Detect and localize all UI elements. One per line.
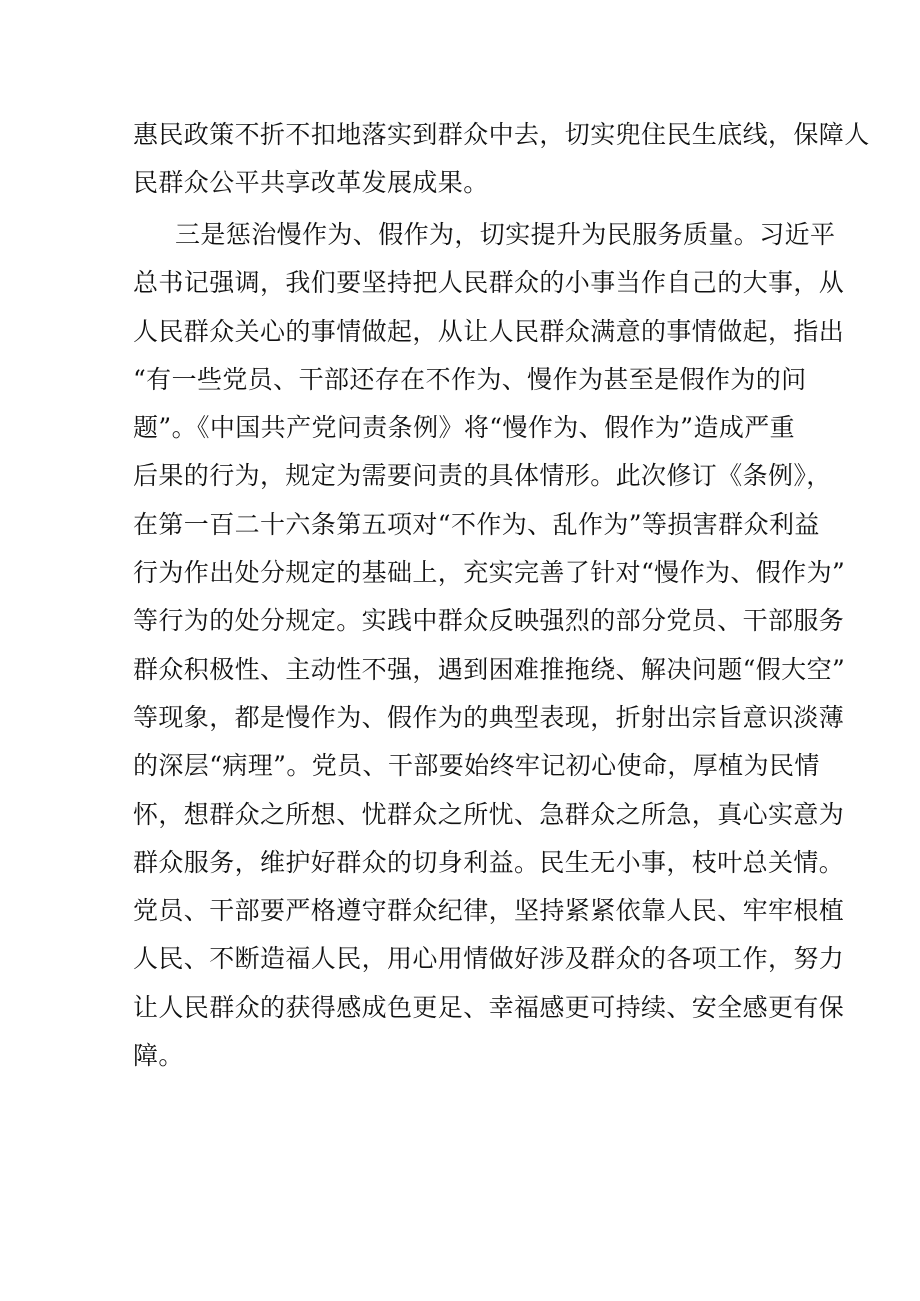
paragraph-line: “有一些党员、干部还存在不作为、慢作为甚至是假作为的问 bbox=[133, 364, 807, 394]
paragraph-line: 后果的行为，规定为需要问责的具体情形。此次修订《条例》， bbox=[133, 461, 832, 491]
paragraph-line: 的深层“病理”。党员、干部要始终牢记初心使命，厚植为民情 bbox=[133, 751, 820, 781]
paragraph-line: 群众积极性、主动性不强，遇到困难推拖绕、解决问题“假大空” bbox=[133, 654, 846, 684]
paragraph-line: 总书记强调，我们要坚持把人民群众的小事当作自己的大事，从 bbox=[133, 268, 845, 298]
paragraph-third-point bbox=[133, 211, 846, 1080]
paragraph-line: 人民群众关心的事情做起，从让人民群众满意的事情做起，指出 bbox=[133, 316, 845, 346]
paragraph-line: 等现象，都是慢作为、假作为的典型表现，折射出宗旨意识淡薄 bbox=[133, 702, 845, 732]
paragraph-line: 在第一百二十六条第五项对“不作为、乱作为”等损害群众利益 bbox=[133, 509, 820, 539]
paragraph-line: 三是惩治慢作为、假作为，切实提升为民服务质量。习近平 bbox=[175, 220, 836, 249]
paragraph-line: 惠民政策不折不扣地落实到群众中去，切实兜住民生底线，保障人 bbox=[133, 120, 870, 149]
paragraph-line: 民群众公平共享改革发展成果。 bbox=[133, 168, 489, 198]
paragraph-line: 人民、不断造福人民，用心用情做好涉及群众的各项工作，努力 bbox=[133, 944, 845, 974]
paragraph-line: 让人民群众的获得感成色更足、幸福感更可持续、安全感更有保 bbox=[133, 992, 845, 1022]
paragraph-continuation bbox=[133, 111, 870, 208]
paragraph-line: 障。 bbox=[133, 1041, 184, 1071]
paragraph-line: 党员、干部要严格遵守群众纪律，坚持紧紧依靠人民、牢牢根植 bbox=[133, 896, 845, 926]
paragraph-line: 等行为的处分规定。实践中群众反映强烈的部分党员、干部服务 bbox=[133, 606, 845, 636]
paragraph-line: 行为作出处分规定的基础上，充实完善了针对“慢作为、假作为” bbox=[133, 558, 846, 588]
paragraph-line: 怀，想群众之所想、忧群众之所忧、急群众之所急，真心实意为 bbox=[133, 799, 845, 829]
paragraph-line: 群众服务，维护好群众的切身利益。民生无小事，枝叶总关情。 bbox=[133, 847, 845, 877]
paragraph-line: 题”。《中国共产党问责条例》将“慢作为、假作为”造成严重 bbox=[133, 413, 796, 443]
